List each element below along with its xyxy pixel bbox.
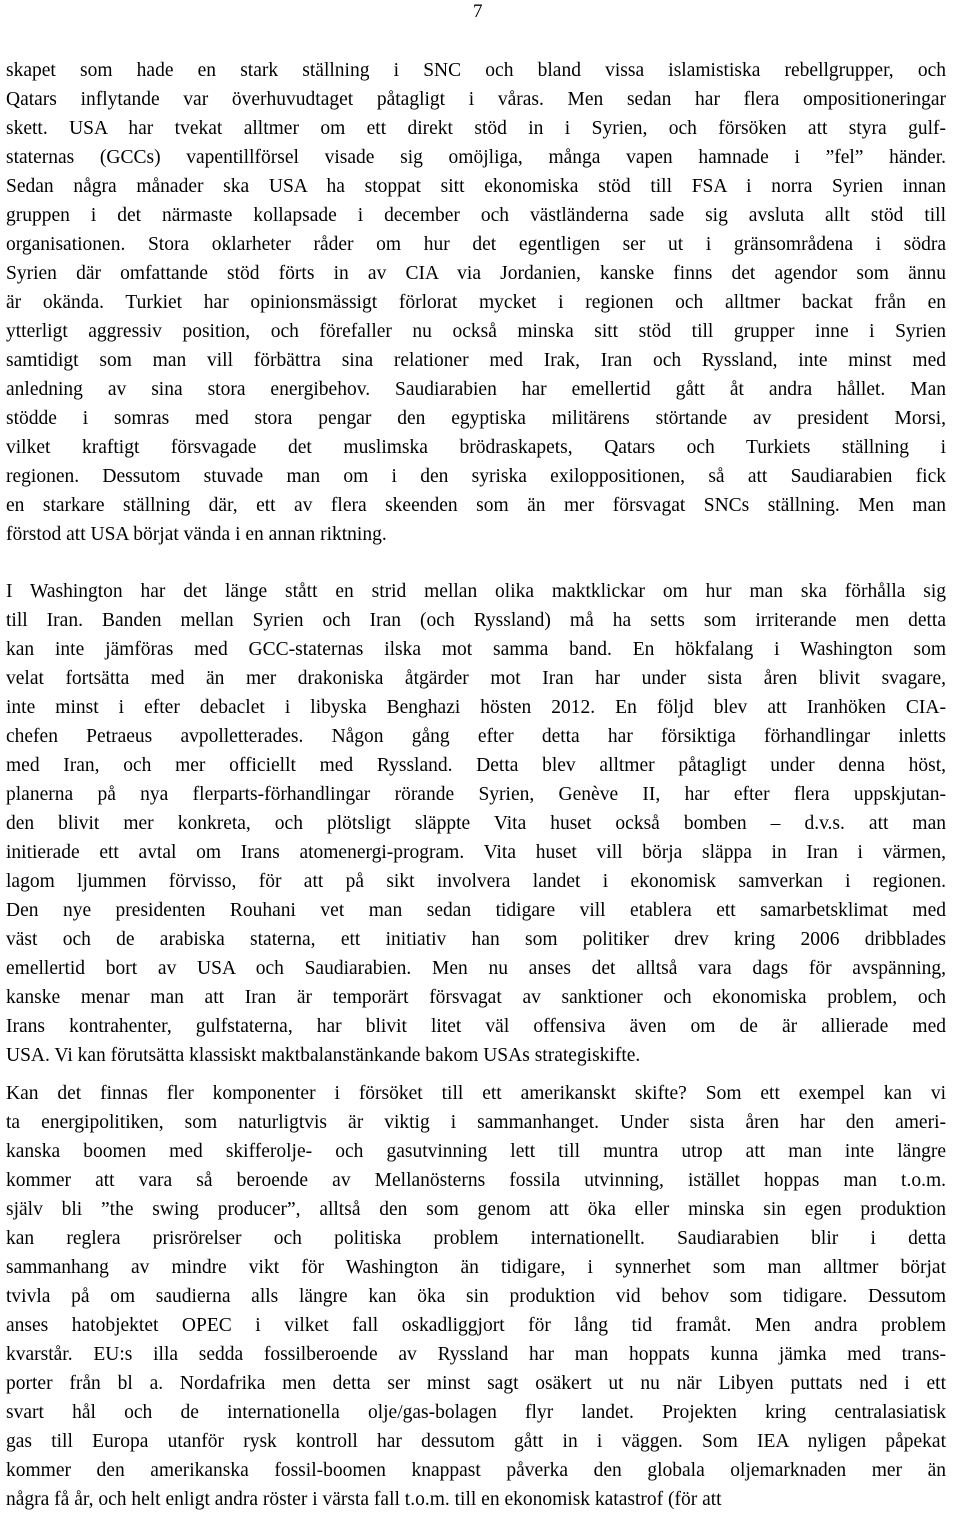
page-number: 7 (473, 1, 483, 22)
text-line: Irans kontrahenter, gulfstaterna, har blivit litet väl offensiva även om de är allierade med (6, 1015, 946, 1037)
text-line: chefen Petraeus avpolletterades. Någon gång efter detta har försiktiga förhandlingar inletts (6, 725, 946, 747)
text-line: kan inte jämföras med GCC-staternas ilska mot samma band. En hökfalang i Washington som (6, 638, 946, 660)
text-line: svart hål och de internationella olje/gas-bolagen flyr landet. Projekten kring centralasiatisk (6, 1401, 946, 1423)
text-line: I Washington har det länge stått en strid mellan olika maktklickar om hur man ska förhålla sig (6, 581, 946, 602)
text-line: anses hatobjektet OPEC i vilket fall oskadliggjort för lång tid framåt. Men andra problem (6, 1314, 946, 1336)
text-line: planerna på nya flerparts-förhandlingar rörande Syrien, Genève II, har efter flera uppskjutan- (6, 783, 946, 805)
text-line: kan reglera prisrörelser och politiska problem internationellt. Saudiarabien blir i detta (6, 1227, 946, 1249)
text-line: förstod att USA börjat vända i en annan riktning. (6, 523, 387, 545)
text-line: kanske menar man att Iran är temporärt försvagat av sanktioner och ekonomiska problem, och (6, 986, 946, 1008)
text-line: kommer den amerikanska fossil-boomen knappast påverka den globala oljemarknaden mer än (6, 1459, 946, 1481)
text-line: skett. USA har tvekat alltmer om ett direkt stöd in i Syrien, och försöken att styra gulf- (6, 117, 946, 139)
text-line: en starkare ställning där, ett av flera skeenden som än mer försvagat SNCs ställning. Men man (6, 494, 946, 516)
text-line: några få år, och helt enligt andra röster i värsta fall t.o.m. till en ekonomisk katastrof (för att (6, 1488, 722, 1510)
text-line: stödde i somras med stora pengar den egyptiska militärens störtande av president Morsi, (6, 407, 946, 429)
text-line: samtidigt som man vill förbättra sina relationer med Irak, Iran och Ryssland, inte minst med (6, 349, 946, 371)
text-line: inte minst i efter debaclet i libyska Benghazi hösten 2012. En följd blev att Iranhöken CIA- (6, 696, 946, 718)
text-line: Den nye presidenten Rouhani vet man sedan tidigare vill etablera ett samarbetsklimat med (6, 899, 946, 921)
text-line: lagom ljummen förvisso, för att på sikt involvera landet i ekonomisk samverkan i regionen. (6, 870, 946, 892)
text-line: Qatars inflytande var överhuvudtaget påtagligt i våras. Men sedan har flera ompositioneringar (6, 88, 946, 110)
text-line: kvarstår. EU:s illa sedda fossilberoende av Ryssland har man hoppats kunna jämka med trans- (6, 1343, 946, 1365)
text-line: med Iran, och mer officiellt med Ryssland. Detta blev alltmer påtagligt under denna höst, (6, 754, 946, 776)
text-line: Sedan några månader ska USA ha stoppat sitt ekonomiska stöd till FSA i norra Syrien innan (6, 175, 946, 197)
text-line: skapet som hade en stark ställning i SNC och bland vissa islamistiska rebellgrupper, och (6, 60, 946, 81)
text-line: till Iran. Banden mellan Syrien och Iran (och Ryssland) må ha setts som irriterande men detta (6, 609, 946, 631)
text-line: vilket kraftigt försvagade det muslimska brödraskapets, Qatars och Turkiets ställning i (6, 436, 946, 458)
text-line: initierade ett avtal om Irans atomenergi-program. Vita huset vill börja släppa in Iran i värmen, (6, 841, 946, 863)
text-line: väst och de arabiska staterna, ett initiativ han som politiker drev kring 2006 dribblades (6, 928, 946, 950)
text-line: emellertid bort av USA och Saudiarabien. Men nu anses det alltså vara dags för avspänning, (6, 957, 946, 979)
text-line: porter från bl a. Nordafrika men detta ser minst sagt osäkert ut nu när Libyen puttats ned i ett (6, 1372, 946, 1394)
text-line: gas till Europa utanför rysk kontroll har dessutom gått in i väggen. Som IEA nyligen påpekat (6, 1430, 946, 1452)
text-line: staternas (GCCs) vapentillförsel visade sig omöjliga, många vapen hamnade i ”fel” händer. (6, 146, 946, 168)
text-line: sammanhang av mindre vikt för Washington än tidigare, i synnerhet som man alltmer börjat (6, 1256, 946, 1278)
text-line: tvivla på om saudierna alls längre kan öka sin produktion vid behov som tidigare. Dessutom (6, 1285, 946, 1307)
text-line: Kan det finnas fler komponenter i försöket till ett amerikanskt skifte? Som ett exempel kan vi (6, 1083, 946, 1104)
text-line: velat fortsätta med än mer drakoniska åtgärder mot Iran har under sista åren blivit svagare, (6, 667, 946, 689)
text-line: ytterligt aggressiv position, och förefaller nu också minska sitt stöd till grupper inne i Syrien (6, 320, 946, 342)
text-line: är okända. Turkiet har opinionsmässigt förlorat mycket i regionen och alltmer backat från en (6, 291, 946, 313)
text-line: kommer att vara så beroende av Mellanösterns fossila utvinning, istället hoppas man t.o.m. (6, 1169, 946, 1191)
text-line: regionen. Dessutom stuvade man om i den syriska exiloppositionen, så att Saudiarabien fick (6, 465, 946, 487)
text-line: gruppen i det närmaste kollapsade i december och västländerna sade sig avsluta allt stöd till (6, 204, 946, 226)
text-line: anledning av sina stora energibehov. Saudiarabien har emellertid gått åt andra hållet. Man (6, 378, 946, 400)
text-line: USA. Vi kan förutsätta klassiskt maktbalanstänkande bakom USAs strategiskifte. (6, 1044, 641, 1066)
text-line: ta energipolitiken, som naturligtvis är viktig i sammanhanget. Under sista åren har den ameri- (6, 1111, 946, 1133)
text-line: organisationen. Stora oklarheter råder om hur det egentligen ser ut i gränsområdena i södra (6, 233, 946, 255)
text-line: den blivit mer konkreta, och plötsligt släppte Vita huset också bomben – d.v.s. att man (6, 812, 946, 834)
text-line: Syrien där omfattande stöd förts in av CIA via Jordanien, kanske finns det agendor som ännu (6, 262, 946, 284)
text-line: själv bli ”the swing producer”, alltså den som genom att öka eller minska sin egen produktion (6, 1198, 946, 1220)
text-line: kanska boomen med skifferolje- och gasutvinning lett till muntra utrop att man inte längre (6, 1140, 946, 1162)
